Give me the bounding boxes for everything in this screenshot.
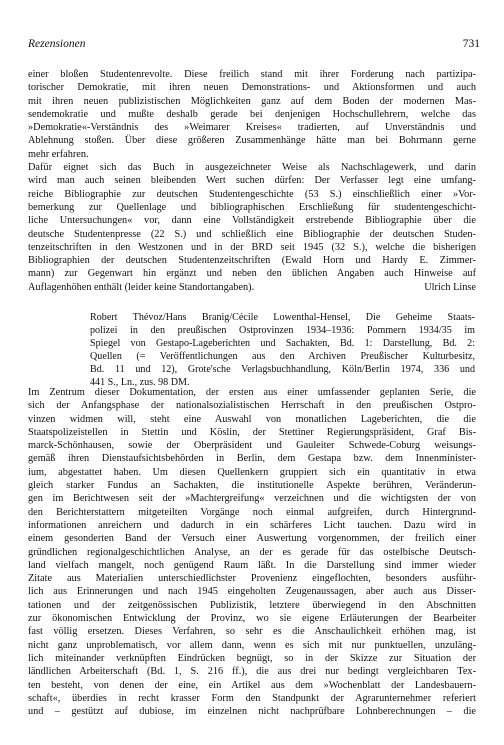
reference-line: Spiegel von Gestapo-Lageberichten und Sachakten, Bd. 1: Darstellung, Bd. 2: (90, 338, 475, 350)
text-line: Zitate aus Materialien unterschiedlichster Provenienz eingeflochten, besonders ausführ- (28, 573, 476, 585)
text-line: sendemokratie und mußte deshalb gerade bei denjenigen Hochschullehrern, welche das (28, 108, 476, 120)
reference-line: Robert Thévoz/Hans Branig/Cécile Lowenthal-Hensel, Die Geheime Staats- (90, 312, 475, 323)
text-line: tenzeitschriften in den Westzonen und in der BRD seit 1945 (32 S.), welche die bisherigen (28, 241, 476, 253)
text-line: vinzen widmen will, steht eine Auswahl von monatlichen Lageberichten, die die (28, 413, 476, 425)
text-line: torischer Demokratie, mit ihren neuen Demonstrations- und Aktionsformen und auch (28, 82, 476, 94)
text-line: land vielfach mangelt, noch genügend Raum läßt. In die Darstellung sind immer wieder (28, 559, 476, 571)
text-line: nicht ganz unproblematisch, vor allem dann, wenn es sich mit nur punktuellen, unzuläng- (28, 639, 476, 651)
running-header (28, 38, 480, 56)
reference-line: 441 S., Ln., zus. 98 DM. (90, 377, 190, 389)
text-line: reiche Bibliographie zur deutschen Studentengeschichte (53 S.) einschließlich einer »Vor- (28, 188, 476, 200)
text-line: marck-Schönhausen, sowie der Oberpräsident und Gauleiter Schwede-Coburg weisungs- (28, 440, 476, 452)
text-line: gemäß ihren Dienstaufsichtsbehörden in Berlin, dem Gestapa bzw. dem Innenminister- (28, 453, 476, 465)
text-line: Staatspolizeistellen in Stettin und Köslin, der Stettiner Regierungspräsident, Graf Bis- (28, 426, 476, 438)
text-line: mehr erfahren. (28, 148, 89, 160)
reference-line: Quellen (= Veröffentlichungen aus den Archiven Preußischer Kulturbesitz, (90, 351, 475, 363)
text-line: sich der Anfangsphase der nationalsozialistischen Herrschaft in den preußischen Ostpro- (28, 400, 476, 412)
text-line: ten besteht, von denen der eine, ein Artikel aus dem »Wochenblatt der Landesbauern- (28, 679, 476, 691)
text-line: fast völlig ersetzen. Dieses Verfahren, so sehr es die Anschaulichkeit erhöhen mag, ist (28, 626, 476, 638)
text-line: den Berichterstattern mitgeteilten Vorgänge noch einmal aufgreifen, durch Hintergrund- (28, 506, 476, 518)
text-line: Ablehnung stoßen. Über diese größeren Zusammenhänge hätte man bei Bohrmann gerne (28, 135, 476, 147)
text-line: zur ökonomischen Entwicklung der Provinz, wo sie eigene Erläuterungen der Bearbeiter (28, 613, 476, 625)
review-continuation (28, 68, 476, 294)
text-line: und – gestützt auf dubiose, im einzelnen nicht nachprüfbare Lohnberechnungen – die (28, 706, 476, 718)
text-line: mit ihren neuen publizistischen Möglichkeiten ganz auf dem Boden der modernen Mas- (28, 95, 476, 107)
page-number: 731 (462, 38, 480, 50)
text-line: mann) zur Gegenwart hin ergänzt und neben den üblichen Angaben auch Hinweise auf (28, 268, 476, 280)
text-line: tationen und der zeitgenössischen Publizistik, letztere überwiegend in den Abschnitten (28, 599, 476, 611)
text-line: einer bloßen Studentenrevolte. Diese freilich stand mit ihrer Forderung nach partizipa- (28, 69, 476, 80)
text-line: Dafür eignet sich das Buch in ausgezeichneter Weise als Nachschlagewerk, und darin (28, 162, 476, 174)
text-line: einem gesonderten Band der Versuch einer Auswertung vorgenommen, der freilich einer (28, 533, 476, 545)
text-line: schaft«, überdies in recht krasser Form den Standpunkt der Agrarunternehmer referiert (28, 692, 476, 704)
text-line: gründlichen regionalgeschichtlichen Analyse, an der es gerade für das ostelbische Deutsch- (28, 546, 476, 558)
text-line: ländlichen Arbeiterschaft (Bd. 1, S. 216 ff.), die aus drei nur bedingt vergleichbaren Tex- (28, 666, 476, 678)
book-reference (90, 311, 475, 390)
text-line: lich miteinander verknüpften Eindrücken begnügt, so in der Skizze zur Situation der (28, 652, 476, 664)
text-line: bemerkung zur Quellenlage und bibliographischen Erschließung für studentengeschicht- (28, 201, 476, 213)
text-line: Im Zentrum dieser Dokumentation, der ersten aus einer umfassender geplanten Serie, die (28, 387, 476, 398)
reviewer-signature: Ulrich Linse (424, 281, 476, 293)
text-line: ium, abgestattet haben. Um diesen Quellenkern gruppiert sich ein quantitativ in etwa (28, 466, 476, 478)
text-line: gleich starker Fundus an Sachakten, die institutionelle Aspekte berühren, Veränderun- (28, 480, 476, 492)
text-line: liche Untersuchungen« vor, dann eine Vollständigkeit erstrebende Bibliographie über die (28, 215, 476, 227)
text-line: deutsche Studentenpresse (22 S.) und schließlich eine Bibliographie der deutschen Studen- (28, 228, 476, 240)
reference-line: Bd. 11 und 12), Grote'sche Verlagsbuchhandlung, Köln/Berlin 1974, 336 und (90, 364, 475, 376)
text-line: »Demokratie«-Verständnis des »Weimarer Kreises« tradierten, auf Unverständnis und (28, 122, 476, 134)
text-line: informationen anreichern und dadurch in ein schärferes Licht tauchen. Dazu wird in (28, 519, 476, 531)
section-title: Rezensionen (28, 38, 86, 50)
last-line-text: Auflagenhöhen enthält (leider keine Standortangaben). (28, 281, 255, 293)
text-line: Bibliographien der deutschen Studentenzeitschriften (Ewald Horn und Hardy E. Zimmer- (28, 255, 476, 267)
text-line: gen im Berichtwesen seit der »Machtergreifung« verzeichnen und die wichtigsten der von (28, 493, 476, 505)
reference-line: polizei in den preußischen Ostprovinzen 1934–1936: Pommern 1934/35 im (90, 325, 475, 337)
text-line: wird man auch seinen bleibenden Wert suchen dürfen: Der Verfasser legt eine umfang- (28, 175, 476, 187)
text-line: lich aus Erinnerungen und nach 1945 eingeholten Zeugenaussagen, aber auch aus Disser- (28, 586, 476, 598)
text-line (28, 281, 476, 294)
review-body (28, 386, 476, 718)
